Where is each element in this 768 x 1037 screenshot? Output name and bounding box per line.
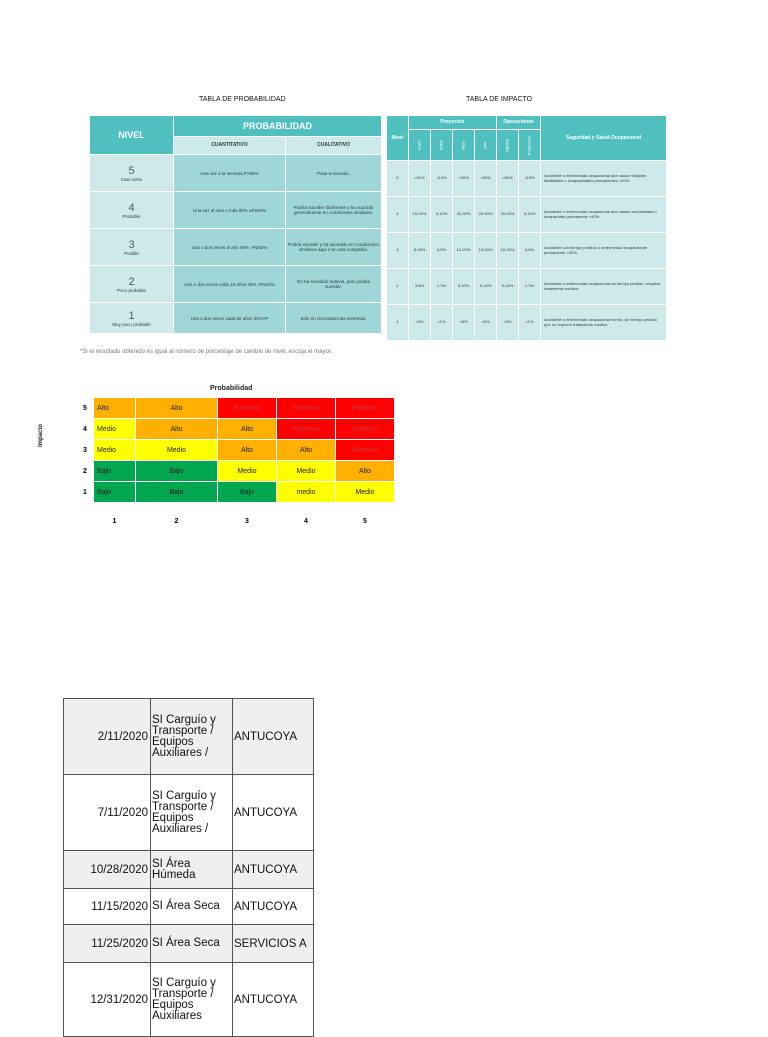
impact-header-level: Nivel	[387, 116, 409, 161]
record-area: SI Área Seca	[151, 889, 233, 925]
impact-value-cell: 20-50%	[475, 197, 497, 233]
prob-row	[90, 192, 382, 229]
impact-row	[387, 161, 667, 197]
prob-level-cell	[90, 155, 174, 192]
prob-qualitative-cell: Podría suceder fácilmente y ha ocurrido generalmente en condiciones similares.	[286, 192, 382, 229]
footnote: *Si el resultado obtenido es igual al número de porcentaje de cambio de nivel, escoja el mayor.	[80, 349, 333, 355]
impact-subheader-label: Producción	[527, 135, 532, 155]
impact-header-projects: Proyectos	[409, 116, 497, 130]
matrix-cell: Bajo	[218, 482, 277, 503]
prob-row	[90, 303, 382, 334]
impact-value-cell: 15-20%	[409, 197, 431, 233]
impact-subheader-label: CPED	[439, 140, 444, 150]
prob-quantitative-cell: Una o dos veces al año 60% >P≥40%	[174, 229, 286, 266]
impact-header-safety: Seguridad y Salud Ocupacional	[541, 116, 667, 161]
impact-value-cell: >15%	[519, 161, 541, 197]
matrix-x-axis	[83, 503, 395, 532]
matrix-impact-level: 1	[83, 482, 94, 503]
impact-value-cell: 8-15%	[409, 233, 431, 269]
record-area: SI Área Seca	[151, 925, 233, 963]
matrix-cell: Extremo	[277, 419, 336, 440]
prob-level-label: Casi cierto	[120, 176, 143, 182]
impact-header-operations: Operaciones	[497, 116, 541, 130]
matrix-x-label: 5	[336, 503, 395, 532]
matrix-cell: Bajo	[136, 482, 218, 503]
prob-level-number: 2	[128, 275, 135, 288]
matrix-x-label: 4	[277, 503, 336, 532]
record-area: SI Área Húmeda	[151, 851, 233, 889]
impact-value-cell: <1%	[431, 305, 453, 341]
impact-value-cell: 5-10%	[475, 269, 497, 305]
prob-level-number: 4	[128, 201, 135, 214]
impact-value-cell: >50%	[475, 161, 497, 197]
impact-subheader-label: NPV	[483, 141, 488, 149]
impact-value-cell: 10-20%	[497, 233, 519, 269]
impact-value-cell: 10-20%	[475, 233, 497, 269]
impact-table-caption: TABLA DE IMPACTO	[466, 96, 533, 103]
impact-subheader	[431, 130, 453, 161]
probability-table-caption: TABLA DE PROBABILIDAD	[199, 96, 286, 103]
impact-value-cell: >30%	[453, 161, 475, 197]
impact-subheader-label: EBITDA	[505, 138, 510, 152]
matrix-x-label: 2	[136, 503, 218, 532]
matrix-cell: Extremo	[277, 398, 336, 419]
impact-subheader-label: Costo	[417, 140, 422, 150]
record-area: SI Carguío y Transporte / Equipos Auxiliares /	[151, 775, 233, 851]
record-site: ANTUCOYA	[233, 699, 314, 775]
impact-subheader-label: Plazo	[461, 140, 466, 150]
matrix-impact-level: 5	[83, 398, 94, 419]
matrix-row	[83, 419, 395, 440]
matrix-row	[83, 440, 395, 461]
impact-value-cell: 3-8%	[409, 269, 431, 305]
record-site: ANTUCOYA	[233, 775, 314, 851]
prob-col-qualitative: CUALITATIVO	[286, 137, 382, 155]
impact-subheader	[475, 130, 497, 161]
record-row	[64, 775, 314, 851]
matrix-x-label: 1	[94, 503, 136, 532]
matrix-cell: Medio	[336, 482, 395, 503]
impact-subheader	[453, 130, 475, 161]
prob-quantitative-cell: Una o dos veces cada 10 años 40% >P≥20%	[174, 266, 286, 303]
record-date: 11/15/2020	[64, 889, 151, 925]
impact-row	[387, 197, 667, 233]
impact-value-cell: <5%	[475, 305, 497, 341]
prob-level-label: Probable	[122, 213, 141, 219]
matrix-cell: Medio	[136, 440, 218, 461]
impact-value-cell: 1-3%	[519, 269, 541, 305]
matrix-x-label: 3	[218, 503, 277, 532]
impact-subheader	[519, 130, 541, 161]
prob-header-probability: PROBABILIDAD	[174, 116, 382, 137]
matrix-cell: Extremo	[336, 398, 395, 419]
matrix-cell: Alto	[136, 419, 218, 440]
prob-row	[90, 229, 382, 266]
prob-qualitative-cell: No ha sucedido todavía, pero podría suceder.	[286, 266, 382, 303]
impact-value-cell: 10-20%	[453, 233, 475, 269]
impact-safety-cell: Accidente con tiempo perdido o enfermedad incapacitante permanente >40%.	[541, 233, 667, 269]
prob-level-number: 1	[128, 309, 135, 322]
record-area: SI Carguío y Transporte / Equipos Auxiliares /	[151, 699, 233, 775]
matrix-impact-level: 2	[83, 461, 94, 482]
matrix-cell: Alto	[336, 461, 395, 482]
impact-safety-cell: Accidente o enfermedad ocupacional que causa una fatalidad o incapacidad permanente >40%.	[541, 197, 667, 233]
prob-qualitative-cell: Pasa a menudo.	[286, 155, 382, 192]
record-site: ANTUCOYA	[233, 889, 314, 925]
record-area: SI Carguío y Transporte / Equipos Auxiliares	[151, 963, 233, 1037]
record-date: 11/25/2020	[64, 925, 151, 963]
matrix-cell: Extremo	[336, 419, 395, 440]
impact-value-cell: 3-5%	[431, 233, 453, 269]
prob-header-level: NIVEL	[90, 116, 174, 155]
impact-level-cell: 3	[387, 233, 409, 269]
matrix-cell: Medio	[218, 461, 277, 482]
prob-level-cell	[90, 229, 174, 266]
impact-safety-cell: Accidente o enfermedad ocupacional sin tiempo perdido, requiere tratamiento médico.	[541, 269, 667, 305]
record-date: 12/31/2020	[64, 963, 151, 1037]
matrix-cell: Alto	[277, 440, 336, 461]
matrix-cell: medio	[277, 482, 336, 503]
prob-level-number: 5	[128, 164, 135, 177]
impact-level-cell: 4	[387, 197, 409, 233]
impact-value-cell: <3%	[409, 305, 431, 341]
probability-table	[89, 115, 382, 334]
impact-value-cell: >10%	[431, 161, 453, 197]
record-site: ANTUCOYA	[233, 851, 314, 889]
matrix-cell: Bajo	[136, 461, 218, 482]
prob-level-cell	[90, 303, 174, 334]
prob-col-quantitative: CUANTITATIVO	[174, 137, 286, 155]
record-row	[64, 889, 314, 925]
matrix-row	[83, 398, 395, 419]
record-row	[64, 925, 314, 963]
record-row	[64, 851, 314, 889]
impact-value-cell: 5-15%	[519, 197, 541, 233]
matrix-cell: Alto	[218, 419, 277, 440]
impact-value-cell: >50%	[497, 161, 519, 197]
impact-row	[387, 269, 667, 305]
matrix-row	[83, 461, 395, 482]
impact-value-cell: >20%	[409, 161, 431, 197]
impact-value-cell: <5%	[453, 305, 475, 341]
impact-safety-cell: Accidente o enfermedad ocupacional que causa múltiples fatalidades o incapacidades permanentes >40%.	[541, 161, 667, 197]
matrix-cell: Alto	[94, 398, 136, 419]
prob-quantitative-cell: Una vez a la semana P>80%	[174, 155, 286, 192]
impact-value-cell: 1-3%	[431, 269, 453, 305]
prob-level-label: Muy poco probable	[112, 321, 151, 327]
impact-row	[387, 233, 667, 269]
impact-safety-cell: Accidente o enfermedad ocupacional menor, sin tiempo perdido que no requiere tratamiento médico.	[541, 305, 667, 341]
matrix-row	[83, 482, 395, 503]
risk-matrix-title: Probabilidad	[210, 385, 253, 392]
prob-level-label: Posible	[124, 250, 139, 256]
matrix-cell: Medio	[94, 419, 136, 440]
matrix-axis-corner	[83, 503, 94, 532]
impact-table	[386, 115, 667, 341]
record-date: 2/11/2020	[64, 699, 151, 775]
matrix-cell: Alto	[218, 440, 277, 461]
impact-value-cell: <5%	[497, 305, 519, 341]
matrix-cell: Medio	[277, 461, 336, 482]
impact-value-cell: 5-10%	[431, 197, 453, 233]
prob-row	[90, 266, 382, 303]
matrix-cell: Alto	[136, 398, 218, 419]
matrix-cell: Bajo	[94, 461, 136, 482]
impact-level-cell: 2	[387, 269, 409, 305]
risk-matrix-y-axis-label: Impacto	[38, 423, 44, 447]
impact-row	[387, 305, 667, 341]
matrix-impact-level: 3	[83, 440, 94, 461]
matrix-cell: Extremo	[218, 398, 277, 419]
records-table	[63, 698, 314, 1037]
prob-row	[90, 155, 382, 192]
record-row	[64, 963, 314, 1037]
record-date: 7/11/2020	[64, 775, 151, 851]
matrix-cell: Extremo	[336, 440, 395, 461]
impact-subheader	[497, 130, 519, 161]
prob-qualitative-cell: Sólo en circunstancias extremas.	[286, 303, 382, 334]
impact-value-cell: 20-30%	[453, 197, 475, 233]
prob-quantitative-cell: Una o dos veces cada 50 años 20%>P	[174, 303, 286, 334]
impact-subheader	[409, 130, 431, 161]
prob-quantitative-cell: Una vez al mes o más 80% ≥P≥60%	[174, 192, 286, 229]
impact-level-cell: 5	[387, 161, 409, 197]
impact-level-cell: 1	[387, 305, 409, 341]
impact-value-cell: 5-10%	[453, 269, 475, 305]
record-row	[64, 699, 314, 775]
impact-value-cell: 3-6%	[519, 233, 541, 269]
prob-level-cell	[90, 192, 174, 229]
risk-matrix	[83, 397, 395, 532]
impact-value-cell: <1%	[519, 305, 541, 341]
matrix-cell: Bajo	[94, 482, 136, 503]
impact-value-cell: 5-10%	[497, 269, 519, 305]
prob-level-cell	[90, 266, 174, 303]
impact-value-cell: 20-50%	[497, 197, 519, 233]
matrix-cell: Medio	[94, 440, 136, 461]
prob-qualitative-cell: Podría suceder y ha sucedido en condiciones similares aquí o en otra compañía.	[286, 229, 382, 266]
record-site: SERVICIOS A	[233, 925, 314, 963]
record-site: ANTUCOYA	[233, 963, 314, 1037]
matrix-impact-level: 4	[83, 419, 94, 440]
prob-level-number: 3	[128, 238, 135, 251]
prob-level-label: Poco probable	[116, 287, 147, 293]
record-date: 10/28/2020	[64, 851, 151, 889]
